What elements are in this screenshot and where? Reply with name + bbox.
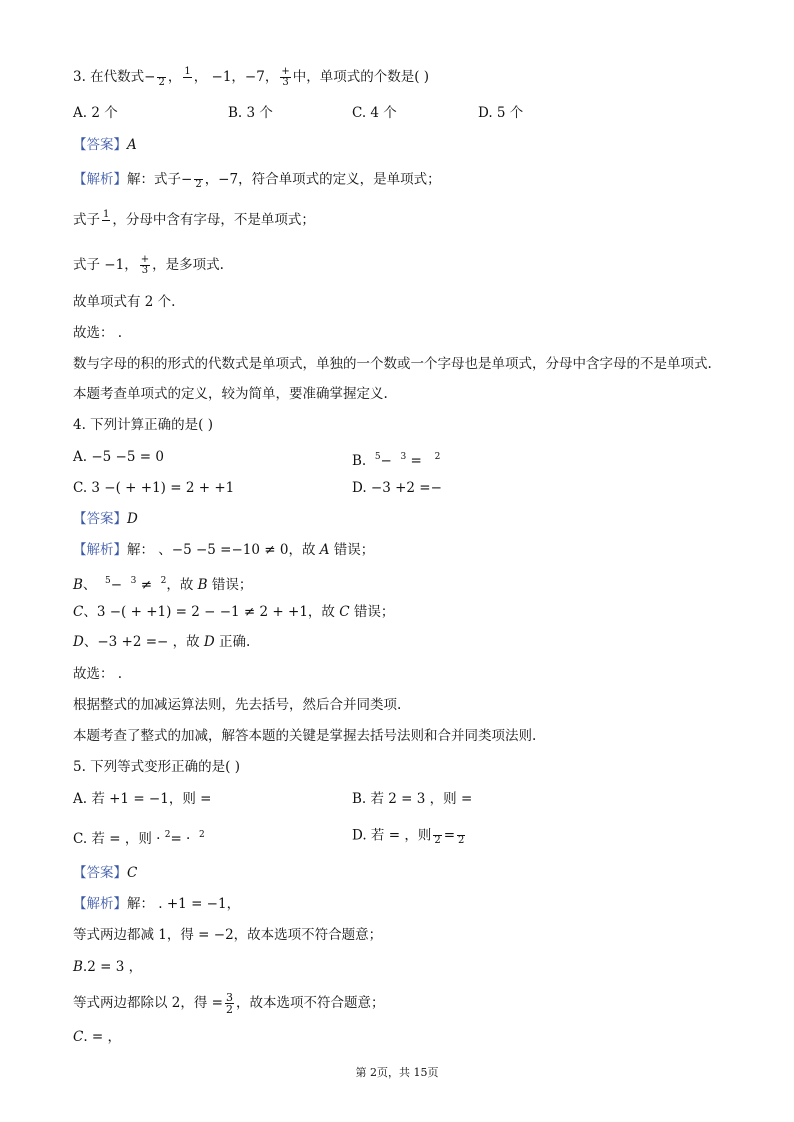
q3-fraction-1: [157, 68, 165, 88]
q4-a2-c: ≠: [140, 577, 152, 593]
q4-optb-sup2: 3: [400, 452, 407, 462]
q3-stem: [73, 67, 429, 88]
q3-option-d: D. 5 个: [478, 105, 524, 121]
q3-answer-value: A: [127, 137, 137, 153]
q5-a5-it: C: [73, 1029, 84, 1045]
q5-optc-a: C. 若 = ，则 ·: [73, 831, 161, 847]
q4-a3-it: C: [73, 604, 84, 620]
q5-option-a: A. 若 +1 = −1，则 =: [73, 791, 212, 807]
q3-a1-b: ，−7，符合单项式的定义，是单项式；: [204, 171, 441, 188]
q3-option-c: C. 4 个: [352, 105, 397, 121]
q4-a2-end: 错误；: [207, 577, 253, 593]
q5-option-c: [73, 826, 205, 848]
q3-fraction-1-den: 2: [158, 76, 165, 88]
q4-optb-a: B.: [352, 453, 367, 469]
q5-analysis-1: [73, 895, 240, 913]
q4-optb-sup3: 2: [434, 452, 441, 462]
q5-answer-value: C: [127, 865, 138, 881]
q4-analysis-6: 根据整式的加减运算法则，先去括号，然后合并同类项.: [73, 697, 402, 713]
q5-optc-b: = ·: [170, 831, 191, 847]
q4-analysis-4: [73, 633, 250, 651]
q3-sep: ，: [167, 69, 182, 85]
analysis-tag: 【解析】: [73, 542, 127, 558]
q4-a3-end: 错误；: [349, 604, 395, 620]
q3-a3-a: 式子 −1，: [73, 257, 138, 273]
q5-a5: . = ，: [83, 1029, 122, 1045]
q5-analysis-5: [73, 1028, 121, 1046]
q4-optb-c: =: [410, 453, 422, 469]
q3-a1-a: 解：式子−: [127, 171, 193, 188]
q4-option-a: A. −5 −5 = 0: [73, 449, 164, 465]
q4-a1-it: A: [319, 542, 330, 558]
q4-a2-it2: B: [197, 577, 208, 593]
q3-fraction-3-den: 3: [282, 77, 289, 88]
answer-tag: 【答案】: [73, 511, 127, 527]
q3-fraction-3-num: +: [281, 66, 290, 77]
q4-analysis-5: 故选： .: [73, 666, 123, 682]
q4-a4: 、−3 +2 =− ，故: [83, 634, 204, 650]
q4-a2-a: 、: [82, 577, 97, 593]
q4-analysis-1: [73, 541, 374, 559]
q3-a1-fraction: [194, 170, 202, 190]
q3-analysis-6: 数与字母的积的形式的代数式是单项式，单独的一个数或一个字母也是单项式，分母中含字母的不是单项式.: [73, 356, 712, 372]
q5-a3: .2 = 3 ，: [82, 959, 143, 975]
q5-analysis-2: 等式两边都减 1，得 = −2，故本选项不符合题意；: [73, 927, 383, 943]
q3-a3-num: +: [140, 254, 150, 265]
q3-a2-fraction: [102, 210, 110, 231]
q3-a3-fraction: [140, 255, 150, 276]
q4-optb-sup1: 5: [374, 452, 381, 462]
q3-analysis-5: 故选： .: [73, 325, 123, 341]
q5-optd-a: D. 若 = ，则: [352, 827, 432, 844]
q5-optd-den1: 2: [434, 835, 441, 846]
answer-tag: 【答案】: [73, 137, 127, 153]
q4-a4-end: 正确.: [214, 634, 251, 650]
q5-a4-num: 3: [225, 991, 233, 1004]
q4-a2-b: −: [110, 577, 123, 593]
q5-a4-b: ，故本选项不符合题意；: [235, 995, 385, 1011]
q3-option-a: A. 2 个: [73, 105, 118, 121]
q3-fraction-2: [183, 67, 191, 88]
q4-stem: 4. 下列计算正确的是( ): [73, 417, 213, 433]
q4-option-b: [352, 448, 440, 470]
q4-a1-end: 错误；: [329, 542, 375, 558]
q3-stem-part-a: 3. 在代数式−: [73, 69, 156, 85]
q4-a3-it2: C: [339, 604, 350, 620]
q5-a3-it: B: [73, 959, 83, 975]
q3-a3-b: ，是多项式.: [152, 257, 224, 273]
q4-analysis-7: 本题考查了整式的加减，解答本题的关键是掌握去括号法则和合并同类项法则.: [73, 728, 537, 744]
q3-option-b: B. 3 个: [228, 105, 273, 121]
q4-a2-sup3: 2: [160, 576, 167, 586]
q5-optc-sup1: 2: [164, 830, 171, 840]
q4-a2-sup1: 5: [105, 576, 111, 586]
q4-a1: 解： 、−5 −5 =−10 ≠ 0，故: [127, 542, 320, 558]
q3-answer: [73, 136, 137, 154]
q3-analysis-2: [73, 210, 315, 231]
q5-optc-sup2: 2: [198, 830, 205, 840]
q4-a4-it: D: [73, 634, 84, 650]
q3-a2-a: 式子: [73, 212, 100, 228]
q5-optd-den2: 2: [458, 835, 465, 846]
analysis-tag: 【解析】: [73, 896, 127, 912]
q3-a1-den: 2: [195, 179, 202, 190]
analysis-tag: 【解析】: [73, 171, 127, 188]
q4-analysis-3: [73, 603, 394, 621]
q3-analysis-7: 本题考查单项式的定义，较为简单，要准确掌握定义.: [73, 386, 388, 402]
q5-analysis-4: [73, 992, 384, 1015]
q3-a3-den: 3: [141, 265, 149, 276]
answer-tag: 【答案】: [73, 865, 127, 881]
q5-a4-fraction: [225, 992, 234, 1015]
q5-analysis-3: [73, 958, 142, 976]
q3-analysis-4: 故单项式有 2 个.: [73, 294, 176, 310]
q4-analysis-2: [73, 572, 252, 594]
q3-stem-part-b: ， −1，−7，: [193, 69, 279, 85]
q4-a2-sup2: 3: [130, 576, 137, 586]
q3-analysis-3: [73, 255, 224, 276]
q4-optb-b: −: [380, 453, 392, 469]
q4-a2-it: B: [73, 577, 83, 593]
q5-a4-a: 等式两边都除以 2，得 =: [73, 995, 223, 1011]
q4-a4-it2: D: [203, 634, 215, 650]
q3-a2-b: ，分母中含有字母，不是单项式；: [112, 212, 315, 228]
q5-option-b: B. 若 2 = 3 ，则 =: [352, 791, 473, 807]
q3-fraction-2-num: 1: [184, 66, 191, 77]
q3-analysis-1: [73, 170, 441, 190]
q4-option-c: C. 3 −( + +1) = 2 + +1: [73, 480, 235, 496]
q5-optd-b: =: [443, 827, 456, 844]
q5-optd-fraction-1: [433, 826, 441, 846]
q5-stem: 5. 下列等式变形正确的是( ): [73, 759, 240, 775]
q3-a2-num: 1: [103, 209, 110, 220]
q4-option-d: D. −3 +2 =−: [352, 480, 442, 496]
q4-a3: 、3 −( + +1) = 2 − −1 ≠ 2 + +1，故: [83, 604, 340, 620]
q3-fraction-3: [280, 67, 290, 88]
q5-answer: [73, 864, 137, 882]
q5-a4-den: 2: [225, 1003, 233, 1016]
q5-option-d: [352, 826, 467, 846]
page-footer: 第 2页，共 15页: [355, 1066, 439, 1079]
q5-optd-fraction-2: [457, 826, 465, 846]
q4-a2-d: ，故: [166, 577, 198, 593]
q3-stem-part-c: 中，单项式的个数是( ): [292, 69, 430, 85]
q4-answer-value: D: [127, 511, 138, 527]
q4-answer: [73, 510, 138, 528]
q5-a1: 解： . +1 = −1，: [127, 896, 241, 912]
